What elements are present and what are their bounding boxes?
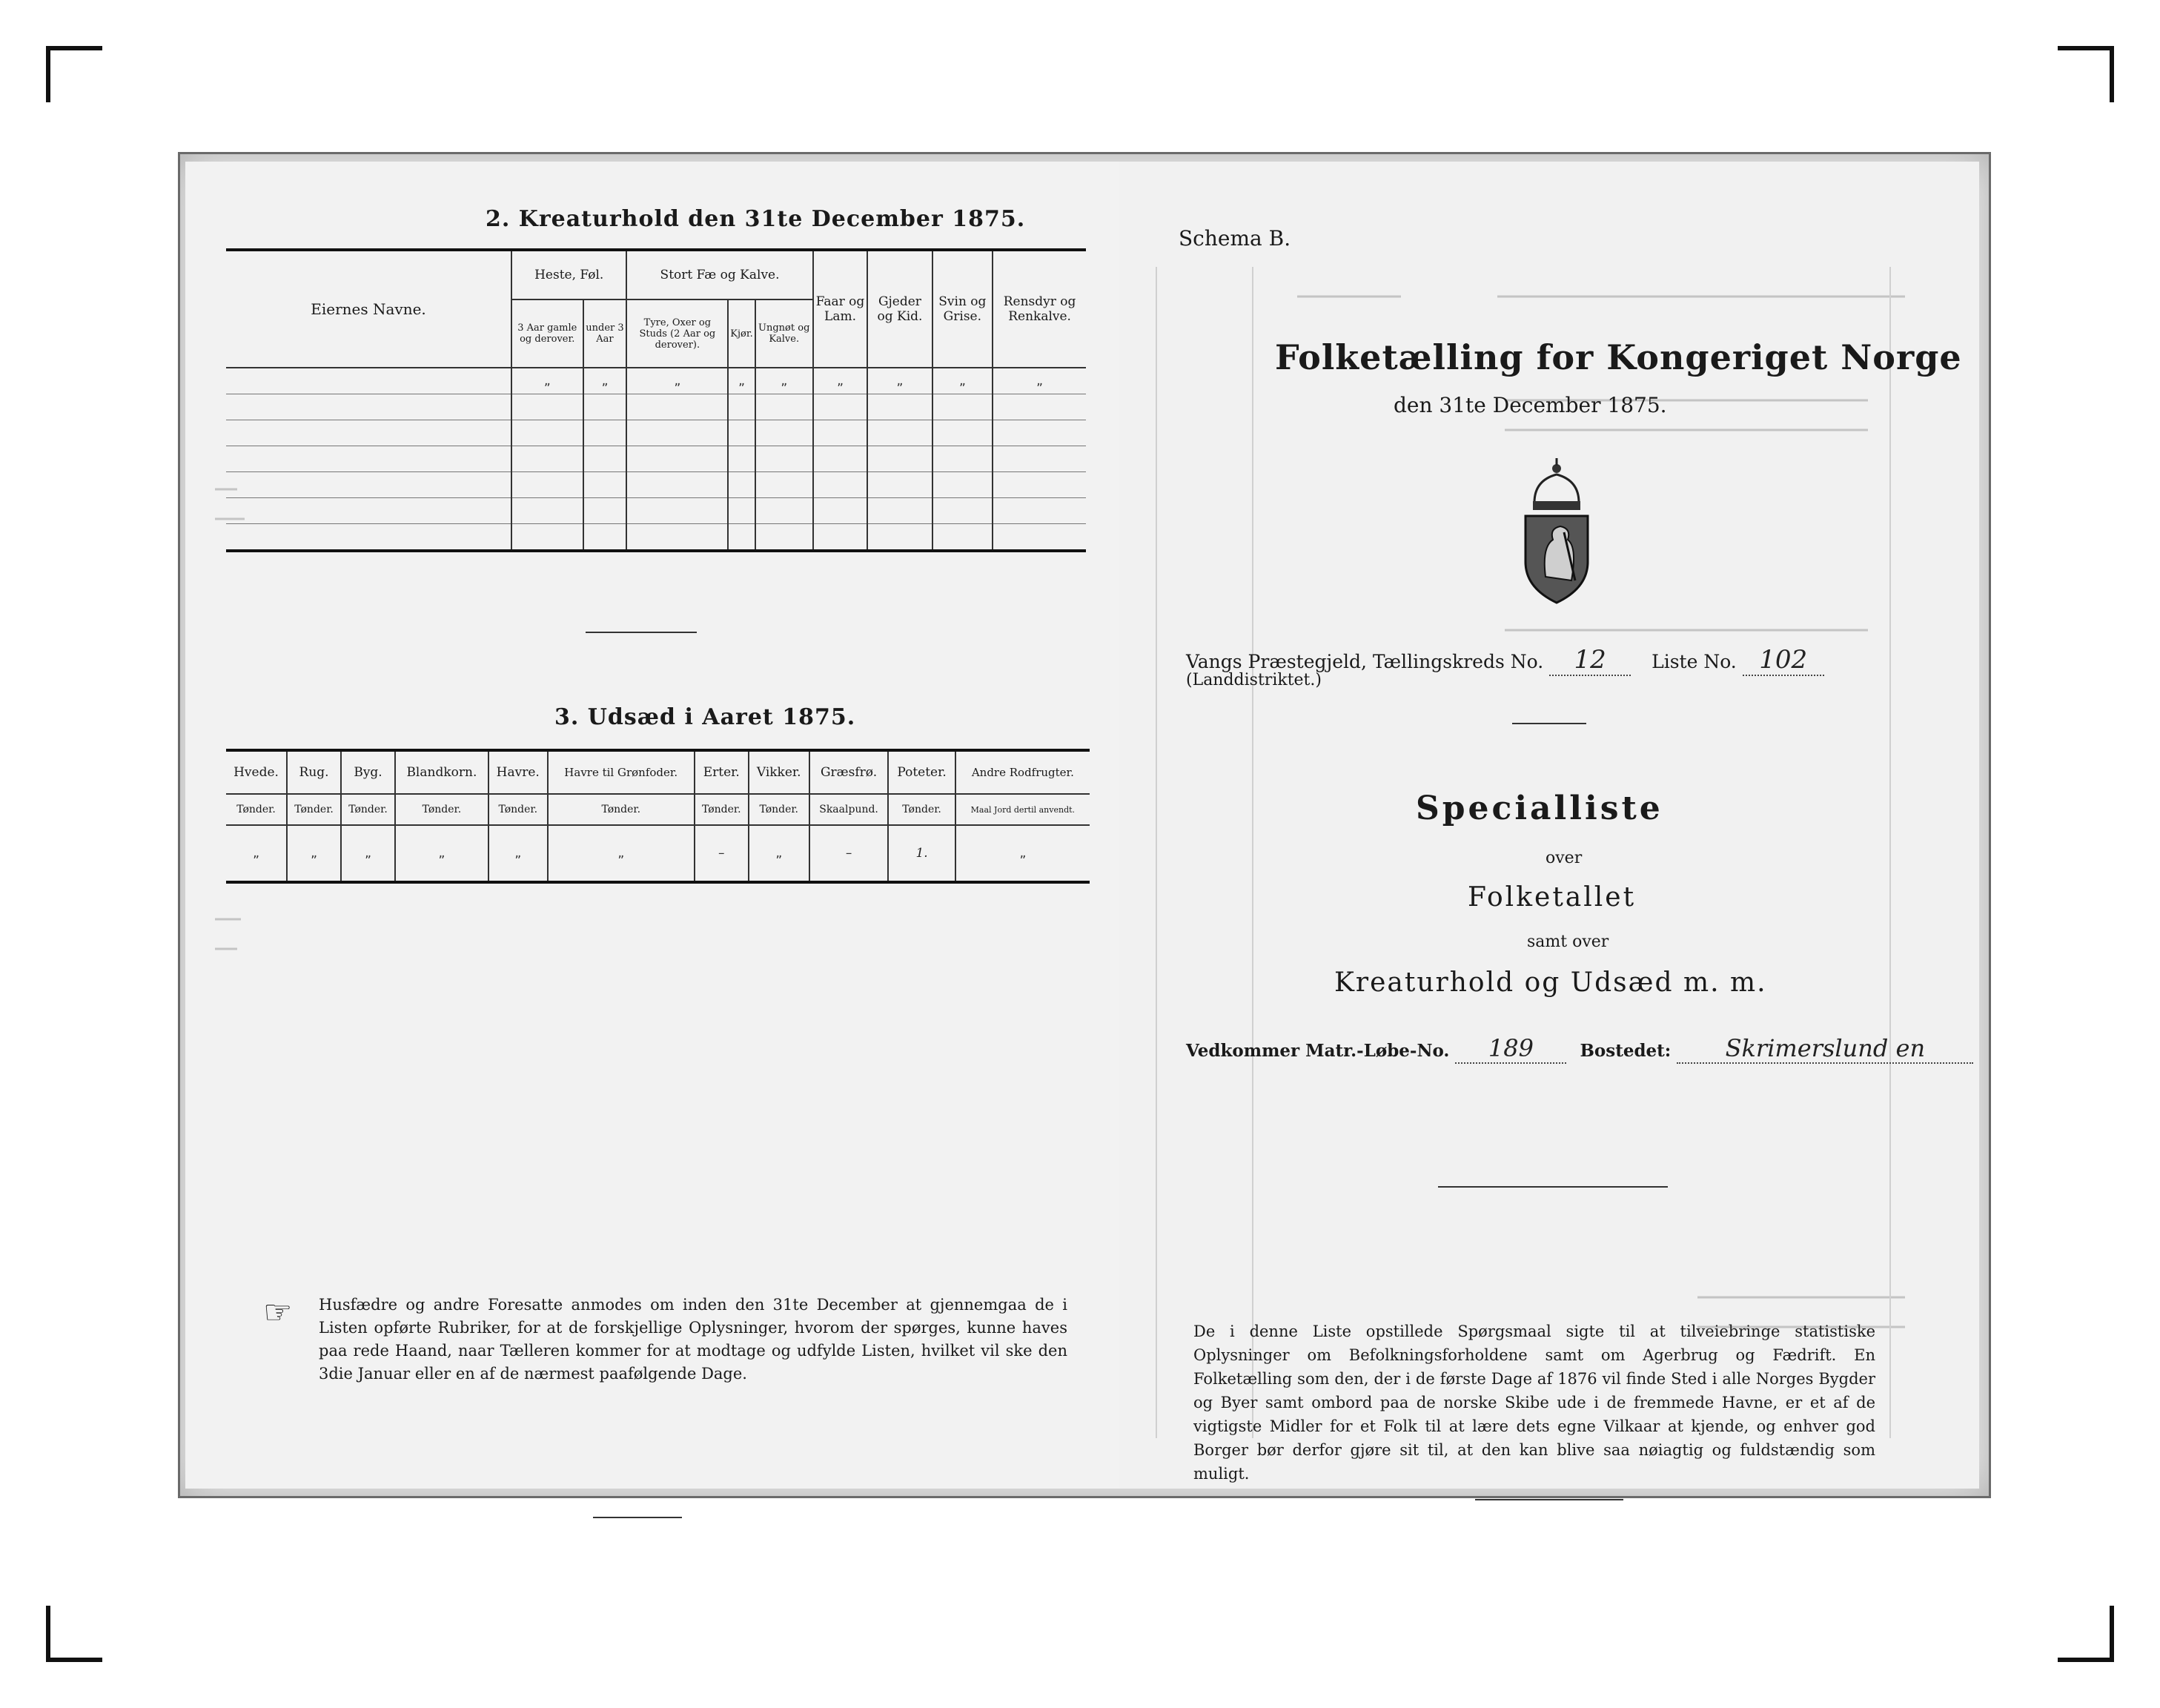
owner-cell — [226, 368, 511, 394]
header-heste-3aar: 3 Aar gamle og derover. — [511, 299, 583, 368]
unit-poteter: Tønder. — [888, 794, 955, 825]
right-notice: De i denne Liste opstillede Spørgsmaal sigte til at tilveiebringe statistiske Oplysninger om Befolkningsforholdene samt om Agerbrug og Fædrift. En Folketælling som den, der i de første Dage af 1876 vil finde Sted i alle Norges Bygder og Byer samt ombord paa de norske Skibe ude i de fremmede Havne, er et af de vigtigste Midler for et Folk til at lære dets egne Vilkaar at kjende, og enhver god Borger bør derfor gjøre sit til, at den kan blive saa nøiagtig og fuldstændig som muligt. — [1193, 1323, 1875, 1483]
header-erter: Erter. — [695, 750, 749, 794]
matr-label: Vedkommer Matr.-Løbe-No. — [1186, 1041, 1450, 1061]
crop-mark-top-right — [2058, 46, 2114, 102]
liste-label: Liste No. — [1652, 651, 1737, 672]
header-graesfro: Græsfrø. — [809, 750, 889, 794]
specialliste-title: Specialliste — [1416, 790, 1663, 827]
kreatur-row — [226, 368, 1086, 394]
over-label: over — [1546, 849, 1583, 867]
kreaturhold-udsaed-title: Kreaturhold og Udsæd m. m. — [1334, 967, 1767, 998]
header-ungnot: Ungnøt og Kalve. — [755, 299, 813, 368]
poteter-cell: 1. — [888, 825, 955, 882]
header-andre-rodfrugter: Andre Rodfrugter. — [955, 750, 1090, 794]
prestegjeld-label: Vangs Præstegjeld, Tællingskreds No. — [1186, 651, 1544, 672]
udsaed-table — [226, 749, 1090, 884]
kreatur-empty-row — [226, 420, 1086, 446]
kreatur-empty-row — [226, 524, 1086, 552]
coat-of-arms-icon — [1512, 458, 1601, 606]
header-rensdyr: Rensdyr og Renkalve. — [993, 250, 1086, 368]
unit-vikker: Tønder. — [749, 794, 809, 825]
kreatur-empty-row — [226, 394, 1086, 420]
kreatur-empty-row — [226, 446, 1086, 472]
left-notice: Husfædre og andre Foresatte anmodes om inden den 31te December at gjennemgaa de i Listen opførte Rubriker, for at de forskjellige Oplysninger, hvorom der spørges, kunne haves paa rede Haand, naar Tælleren kommer for at modtage og udfylde Listen, hvilket vil ske den 3die Januar eller en af de nærmest paafølgende Dage. — [319, 1296, 1067, 1383]
header-gjeder: Gjeder og Kid. — [867, 250, 932, 368]
bostedet-value: Skrimerslund en — [1677, 1034, 1973, 1064]
vikker-cell: „ — [749, 825, 809, 882]
samt-over-label: samt over — [1527, 933, 1609, 951]
crop-mark-bottom-left — [46, 1606, 102, 1662]
main-title: Folketælling for Kongeriget Norge — [1275, 337, 1962, 377]
erter-cell: – — [695, 825, 749, 882]
heste-under3-cell: „ — [583, 368, 627, 394]
schema-label: Schema B. — [1179, 226, 1291, 251]
liste-no-value: 102 — [1743, 645, 1824, 676]
faar-cell: „ — [813, 368, 868, 394]
matr-line — [1186, 1034, 1973, 1064]
rensdyr-cell: „ — [993, 368, 1086, 394]
unit-erter: Tønder. — [695, 794, 749, 825]
unit-rug: Tønder. — [287, 794, 341, 825]
udsaed-row — [226, 825, 1090, 882]
divider-rule — [586, 632, 697, 633]
header-vikker: Vikker. — [749, 750, 809, 794]
unit-havre-gronfoder: Tønder. — [548, 794, 695, 825]
matr-no-value: 189 — [1455, 1034, 1566, 1064]
folketallet-title: Folketallet — [1468, 882, 1637, 913]
graesfro-cell: – — [809, 825, 889, 882]
unit-byg: Tønder. — [341, 794, 395, 825]
udsaed-title: 3. Udsæd i Aaret 1875. — [554, 704, 856, 730]
header-kjor: Kjør. — [728, 299, 755, 368]
unit-havre: Tønder. — [488, 794, 548, 825]
gjeder-cell: „ — [867, 368, 932, 394]
header-hvede: Hvede. — [226, 750, 287, 794]
main-subtitle: den 31te December 1875. — [1394, 393, 1667, 417]
header-havre-gronfoder: Havre til Grønfoder. — [548, 750, 695, 794]
unit-blandkorn: Tønder. — [395, 794, 488, 825]
byg-cell: „ — [341, 825, 395, 882]
tyre-cell: „ — [626, 368, 728, 394]
bottom-rule-left — [593, 1517, 682, 1518]
header-rug: Rug. — [287, 750, 341, 794]
kjor-cell: „ — [728, 368, 755, 394]
andre-rodfrugter-cell: „ — [955, 825, 1090, 882]
unit-hvede: Tønder. — [226, 794, 287, 825]
header-stort-fae: Stort Fæ og Kalve. — [626, 250, 812, 299]
pointing-hand-icon: ☞ — [263, 1294, 293, 1331]
heste-3aar-cell: „ — [511, 368, 583, 394]
bottom-rule-right — [1475, 1499, 1623, 1500]
divider-rule-right — [1512, 723, 1586, 724]
unit-andre-rodfrugter: Maal Jord dertil anvendt. — [955, 794, 1090, 825]
kreatur-empty-row — [226, 498, 1086, 524]
header-poteter: Poteter. — [888, 750, 955, 794]
hvede-cell: „ — [226, 825, 287, 882]
header-havre: Havre. — [488, 750, 548, 794]
bostedet-label: Bostedet: — [1580, 1041, 1672, 1061]
header-faar: Faar og Lam. — [813, 250, 868, 368]
header-svin: Svin og Grise. — [932, 250, 993, 368]
havre-gronfoder-cell: „ — [548, 825, 695, 882]
header-byg: Byg. — [341, 750, 395, 794]
divider-rule-right-2 — [1438, 1186, 1668, 1188]
landdistrikt-label: (Landdistriktet.) — [1186, 671, 1322, 689]
kreaturhold-title: 2. Kreaturhold den 31te December 1875. — [486, 206, 1026, 232]
crop-mark-top-left — [46, 46, 102, 102]
header-owner-names: Eiernes Navne. — [226, 250, 511, 368]
kreatur-empty-row — [226, 472, 1086, 498]
kreds-no-value: 12 — [1549, 645, 1631, 676]
kreaturhold-table — [226, 248, 1086, 552]
svin-cell: „ — [932, 368, 993, 394]
rug-cell: „ — [287, 825, 341, 882]
header-heste-under3: under 3 Aar — [583, 299, 627, 368]
header-blandkorn: Blandkorn. — [395, 750, 488, 794]
unit-graesfro: Skaalpund. — [809, 794, 889, 825]
blandkorn-cell: „ — [395, 825, 488, 882]
ungnot-cell: „ — [755, 368, 813, 394]
crop-mark-bottom-right — [2058, 1606, 2114, 1662]
header-tyre-oxer: Tyre, Oxer og Studs (2 Aar og derover). — [626, 299, 728, 368]
havre-cell: „ — [488, 825, 548, 882]
header-heste: Heste, Føl. — [511, 250, 626, 299]
